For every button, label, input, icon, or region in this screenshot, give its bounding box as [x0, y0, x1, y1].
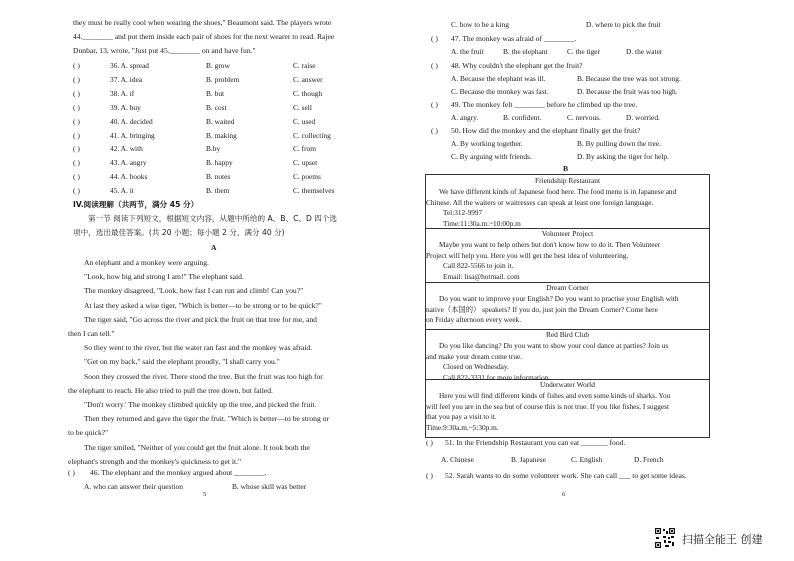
question-option[interactable]: C. Because the monkey was fast.	[451, 87, 549, 96]
passage-line: "Look, how big and strong I am!" The elephant said.	[84, 272, 244, 282]
answer-blank[interactable]: ( )	[73, 172, 80, 182]
cloze-option-c[interactable]: C. collecting	[293, 130, 331, 140]
cloze-option-c[interactable]: C. answer	[293, 74, 323, 84]
answer-blank[interactable]: ( )	[426, 471, 433, 480]
cloze-tail-line: 44.________ and put them inside each pair of shoes for the next wearer to read. Rajee	[73, 32, 335, 41]
box-title: Underwater World	[540, 380, 595, 389]
question-52-stem: 52. Sarah wants to do some volunteer work. She can call ___ to get some ideas.	[445, 471, 687, 480]
question-option[interactable]: B. confident.	[503, 113, 542, 122]
cloze-option-b[interactable]: B. grow	[206, 61, 230, 70]
cloze-option-c[interactable]: C. poems	[293, 172, 321, 182]
cloze-option-b[interactable]: B. notes	[206, 172, 231, 182]
cloze-option-b[interactable]: B. them	[206, 186, 230, 196]
answer-blank[interactable]: ( )	[426, 438, 433, 447]
passage-label-a: A	[211, 243, 217, 252]
cloze-option-a[interactable]: 42. A. with	[110, 144, 143, 154]
cloze-option-c[interactable]: C. used	[293, 116, 316, 126]
cloze-option-b[interactable]: B. but	[206, 88, 225, 98]
box-line: Do you want to improve your English? Do you want to practise your English with	[439, 294, 679, 303]
question-51-option-c[interactable]: C. English	[571, 455, 603, 464]
cloze-option-a[interactable]: 40. A. decided	[110, 116, 153, 126]
box-line: Time:11:30a.m.~10:00p.m	[443, 218, 521, 228]
passage-line: The tiger smiled, "Neither of you could get the fruit alone. It took both the	[84, 442, 310, 452]
cloze-option-b[interactable]: B. happy	[206, 158, 233, 168]
passage-line: "Don't worry.' The monkey climbed quickly up the tree, and picked the fruit.	[84, 400, 317, 409]
question-51-option-a[interactable]: A. Chinese	[441, 455, 474, 464]
box-line: that you pay a visit to it.	[426, 412, 497, 422]
advertisement-boxes	[425, 174, 710, 438]
box-title: Volunteer Project	[541, 229, 594, 238]
question-46-option-d[interactable]: D. where to pick the fruit	[586, 20, 661, 29]
cloze-option-b[interactable]: B. waited	[206, 116, 235, 126]
passage-label-b: B	[563, 164, 569, 173]
ad-box	[426, 379, 709, 437]
cloze-option-a[interactable]: 37. A. idea	[110, 74, 143, 84]
cloze-option-a[interactable]: 45. A. it	[110, 186, 134, 196]
box-line: native（本国的） speakers? If you do, just join the Dream Corner? Come here	[426, 304, 658, 314]
section-intro: 第一节 阅读下列短文，根据短文内容，从题中所给的 A、B、C、D 四个选	[88, 214, 338, 223]
box-title: Friendship Restaurant	[534, 176, 601, 185]
answer-blank[interactable]: ( )	[73, 102, 80, 112]
cloze-option-c[interactable]: C. sell	[293, 102, 312, 112]
cloze-option-c[interactable]: C. upset	[293, 158, 318, 168]
box-line: Tel:312-9997	[443, 208, 483, 218]
box-line: Maybe you want to help others but don't know how to do it. Then Volunteer	[439, 240, 661, 249]
answer-blank[interactable]: ( )	[73, 74, 80, 84]
page-number: 5	[203, 491, 207, 498]
cloze-option-c[interactable]: C. themselves	[293, 186, 335, 196]
box-line: on Friday afternoon every week.	[426, 315, 522, 325]
answer-blank[interactable]: ( )	[73, 88, 80, 98]
question-stem: 48. Why couldn't the elephant get the fruit?	[451, 61, 583, 70]
cloze-option-b[interactable]: B.by	[206, 144, 221, 154]
passage-line: the elephant to reach. He also tried to pull the tree down, but failed.	[68, 385, 273, 395]
question-46-option-c[interactable]: C. how to be a king	[451, 20, 509, 29]
question-51-option-b[interactable]: B. Japanese	[511, 455, 546, 464]
passage-line: Then they returned and gave the tiger the fruit. "Which is better—to be strong or	[84, 414, 329, 424]
question-46-option-b[interactable]: B. whose skill was better	[232, 482, 307, 491]
question-stem: 50. How did the monkey and the elephant finally get the fruit?	[451, 126, 641, 135]
question-option[interactable]: C. the tiger	[567, 47, 601, 56]
cloze-option-a[interactable]: 39. A. buy	[110, 102, 141, 112]
passage-line: then I can tell."	[68, 329, 115, 338]
answer-blank[interactable]: ( )	[431, 34, 438, 43]
cloze-option-b[interactable]: B. making	[206, 130, 237, 140]
answer-blank[interactable]: ( )	[73, 144, 80, 154]
cloze-option-a[interactable]: 38. A. if	[110, 88, 135, 98]
passage-line: An elephant and a monkey were arguing.	[84, 258, 209, 267]
question-option[interactable]: C. By arguing with friends.	[451, 152, 532, 161]
question-option[interactable]: D. the water	[626, 47, 663, 56]
cloze-option-c[interactable]: C. from	[293, 144, 316, 154]
box-line: We have different kinds of Japanese food here. The food menu is in Japanese and	[439, 187, 677, 196]
cloze-option-a[interactable]: 43. A. angry	[110, 158, 147, 168]
cloze-option-a[interactable]: 36. A. spread	[110, 61, 149, 70]
passage-line: "Get on my back," said the elephant proudly, "I shall carry you."	[84, 357, 280, 367]
box-title: Red Bird Club	[545, 330, 590, 339]
box-line: will feel you are in the sea but of course this is not true. If you like fishes, I suggest	[426, 401, 669, 411]
passage-line: to be quick?"	[68, 428, 109, 438]
box-line: Closed on Wednesday.	[443, 362, 509, 372]
answer-blank[interactable]: ( )	[73, 186, 80, 196]
cloze-option-a[interactable]: 41. A. bringing	[110, 130, 155, 140]
box-line: Call 822-5566 to join it.	[443, 261, 514, 271]
ad-box	[426, 282, 709, 330]
passage-line: The tiger said, "Go across the river and pick the fruit on that tree for me, and	[84, 314, 317, 324]
box-line: and make your dream come true.	[426, 351, 523, 361]
question-option[interactable]: D. Because the fruit was too high.	[577, 87, 678, 96]
page-number: 6	[562, 491, 566, 498]
qr-code-icon	[654, 527, 676, 549]
question-option[interactable]: A. the fruit	[451, 47, 484, 56]
question-option[interactable]: D. worried.	[626, 113, 660, 122]
box-title: Dream Corner	[546, 283, 589, 292]
answer-blank[interactable]: ( )	[73, 158, 80, 168]
cloze-option-b[interactable]: B. problem	[206, 74, 240, 84]
answer-blank[interactable]: ( )	[431, 126, 438, 135]
box-line: Time:9:30a.m.~5:30p.m.	[426, 422, 499, 432]
box-line: Call 822-3331 for more information.	[443, 372, 551, 382]
passage-line: elephant's strength and the monkey's quickness to get it."	[68, 456, 242, 466]
passage-line: So they went to the river, but the water ran fast and the monkey was afraid.	[84, 343, 313, 353]
answer-blank[interactable]: ( )	[73, 116, 80, 126]
cloze-tail-line: they must be really cool when wearing the shoes," Beaumont said. The players wrote	[73, 18, 332, 27]
ad-box	[426, 329, 709, 380]
section-title: IV.阅读理解（共两节，满分 45 分）	[73, 200, 199, 209]
cloze-option-c[interactable]: C. though	[293, 88, 323, 98]
box-line: Do you like dancing? Do you want to show your cool dance at parties? Join us	[439, 341, 669, 350]
ad-box	[426, 175, 709, 229]
answer-blank[interactable]: ( )	[73, 61, 80, 70]
passage-line: At last they asked a wise tiger, "Which is better—to be strong or to be quick?"	[84, 300, 322, 310]
answer-blank[interactable]: ( )	[68, 468, 75, 477]
question-option[interactable]: C. nervous.	[567, 113, 601, 122]
question-stem: 49. The monkey felt ________ before he climbed up the tree.	[451, 100, 638, 109]
question-51-stem: 51. In the Friendship Restaurant you can eat _______ food.	[445, 438, 626, 447]
question-option[interactable]: B. Because the tree was not strong.	[577, 74, 681, 83]
box-line: Email: lisa@hotmail. com	[443, 271, 520, 281]
cloze-option-a[interactable]: 44. A. books	[110, 172, 148, 182]
question-46-stem: 46. The elephant and the monkey argued about ________.	[90, 468, 267, 477]
question-option[interactable]: A. Because the elephant was ill.	[451, 74, 546, 83]
box-line: Project will help you. Here you will get the best idea of volunteering.	[426, 250, 629, 260]
ad-box	[426, 228, 709, 283]
passage-line: Soon they crossed the river. There stood the tree. But the fruit was too high for	[84, 371, 323, 381]
passage-line: The monkey disagreed, "Look, how fast I can run and climb! Can you?"	[84, 286, 304, 296]
section-intro: 项中，选出最佳答案。(共 20 小题；每小题 2 分，满分 40 分)	[73, 228, 285, 237]
box-line: Here you will find different kinds of fishes and even some kinds of sharks. You	[439, 391, 671, 400]
question-option[interactable]: D. By asking the tiger for help.	[577, 152, 669, 161]
answer-blank[interactable]: ( )	[431, 100, 438, 109]
answer-blank[interactable]: ( )	[73, 130, 80, 140]
scanner-watermark: 扫描全能王 创建	[682, 533, 763, 546]
question-option[interactable]: A. angry.	[451, 113, 479, 122]
question-stem: 47. The monkey was afraid of ________.	[451, 34, 577, 43]
box-line: Chinese. All the waiters or waitresses can speak at least one foreign language.	[426, 197, 654, 207]
cloze-option-b[interactable]: B. cost	[206, 102, 227, 112]
cloze-option-c[interactable]: C. raise	[293, 61, 316, 70]
question-51-option-d[interactable]: D. French	[634, 455, 664, 464]
question-46-option-a[interactable]: A. who can answer their question	[84, 482, 183, 491]
question-option[interactable]: B. the elephant	[503, 47, 548, 56]
question-option[interactable]: B. By pulling down the tree.	[577, 139, 661, 148]
question-option[interactable]: A. By working together.	[451, 139, 523, 148]
answer-blank[interactable]: ( )	[431, 61, 438, 70]
cloze-tail-line: Dunbar, 13, wrote, "Just put 45.________ on and have fun."	[73, 46, 256, 55]
